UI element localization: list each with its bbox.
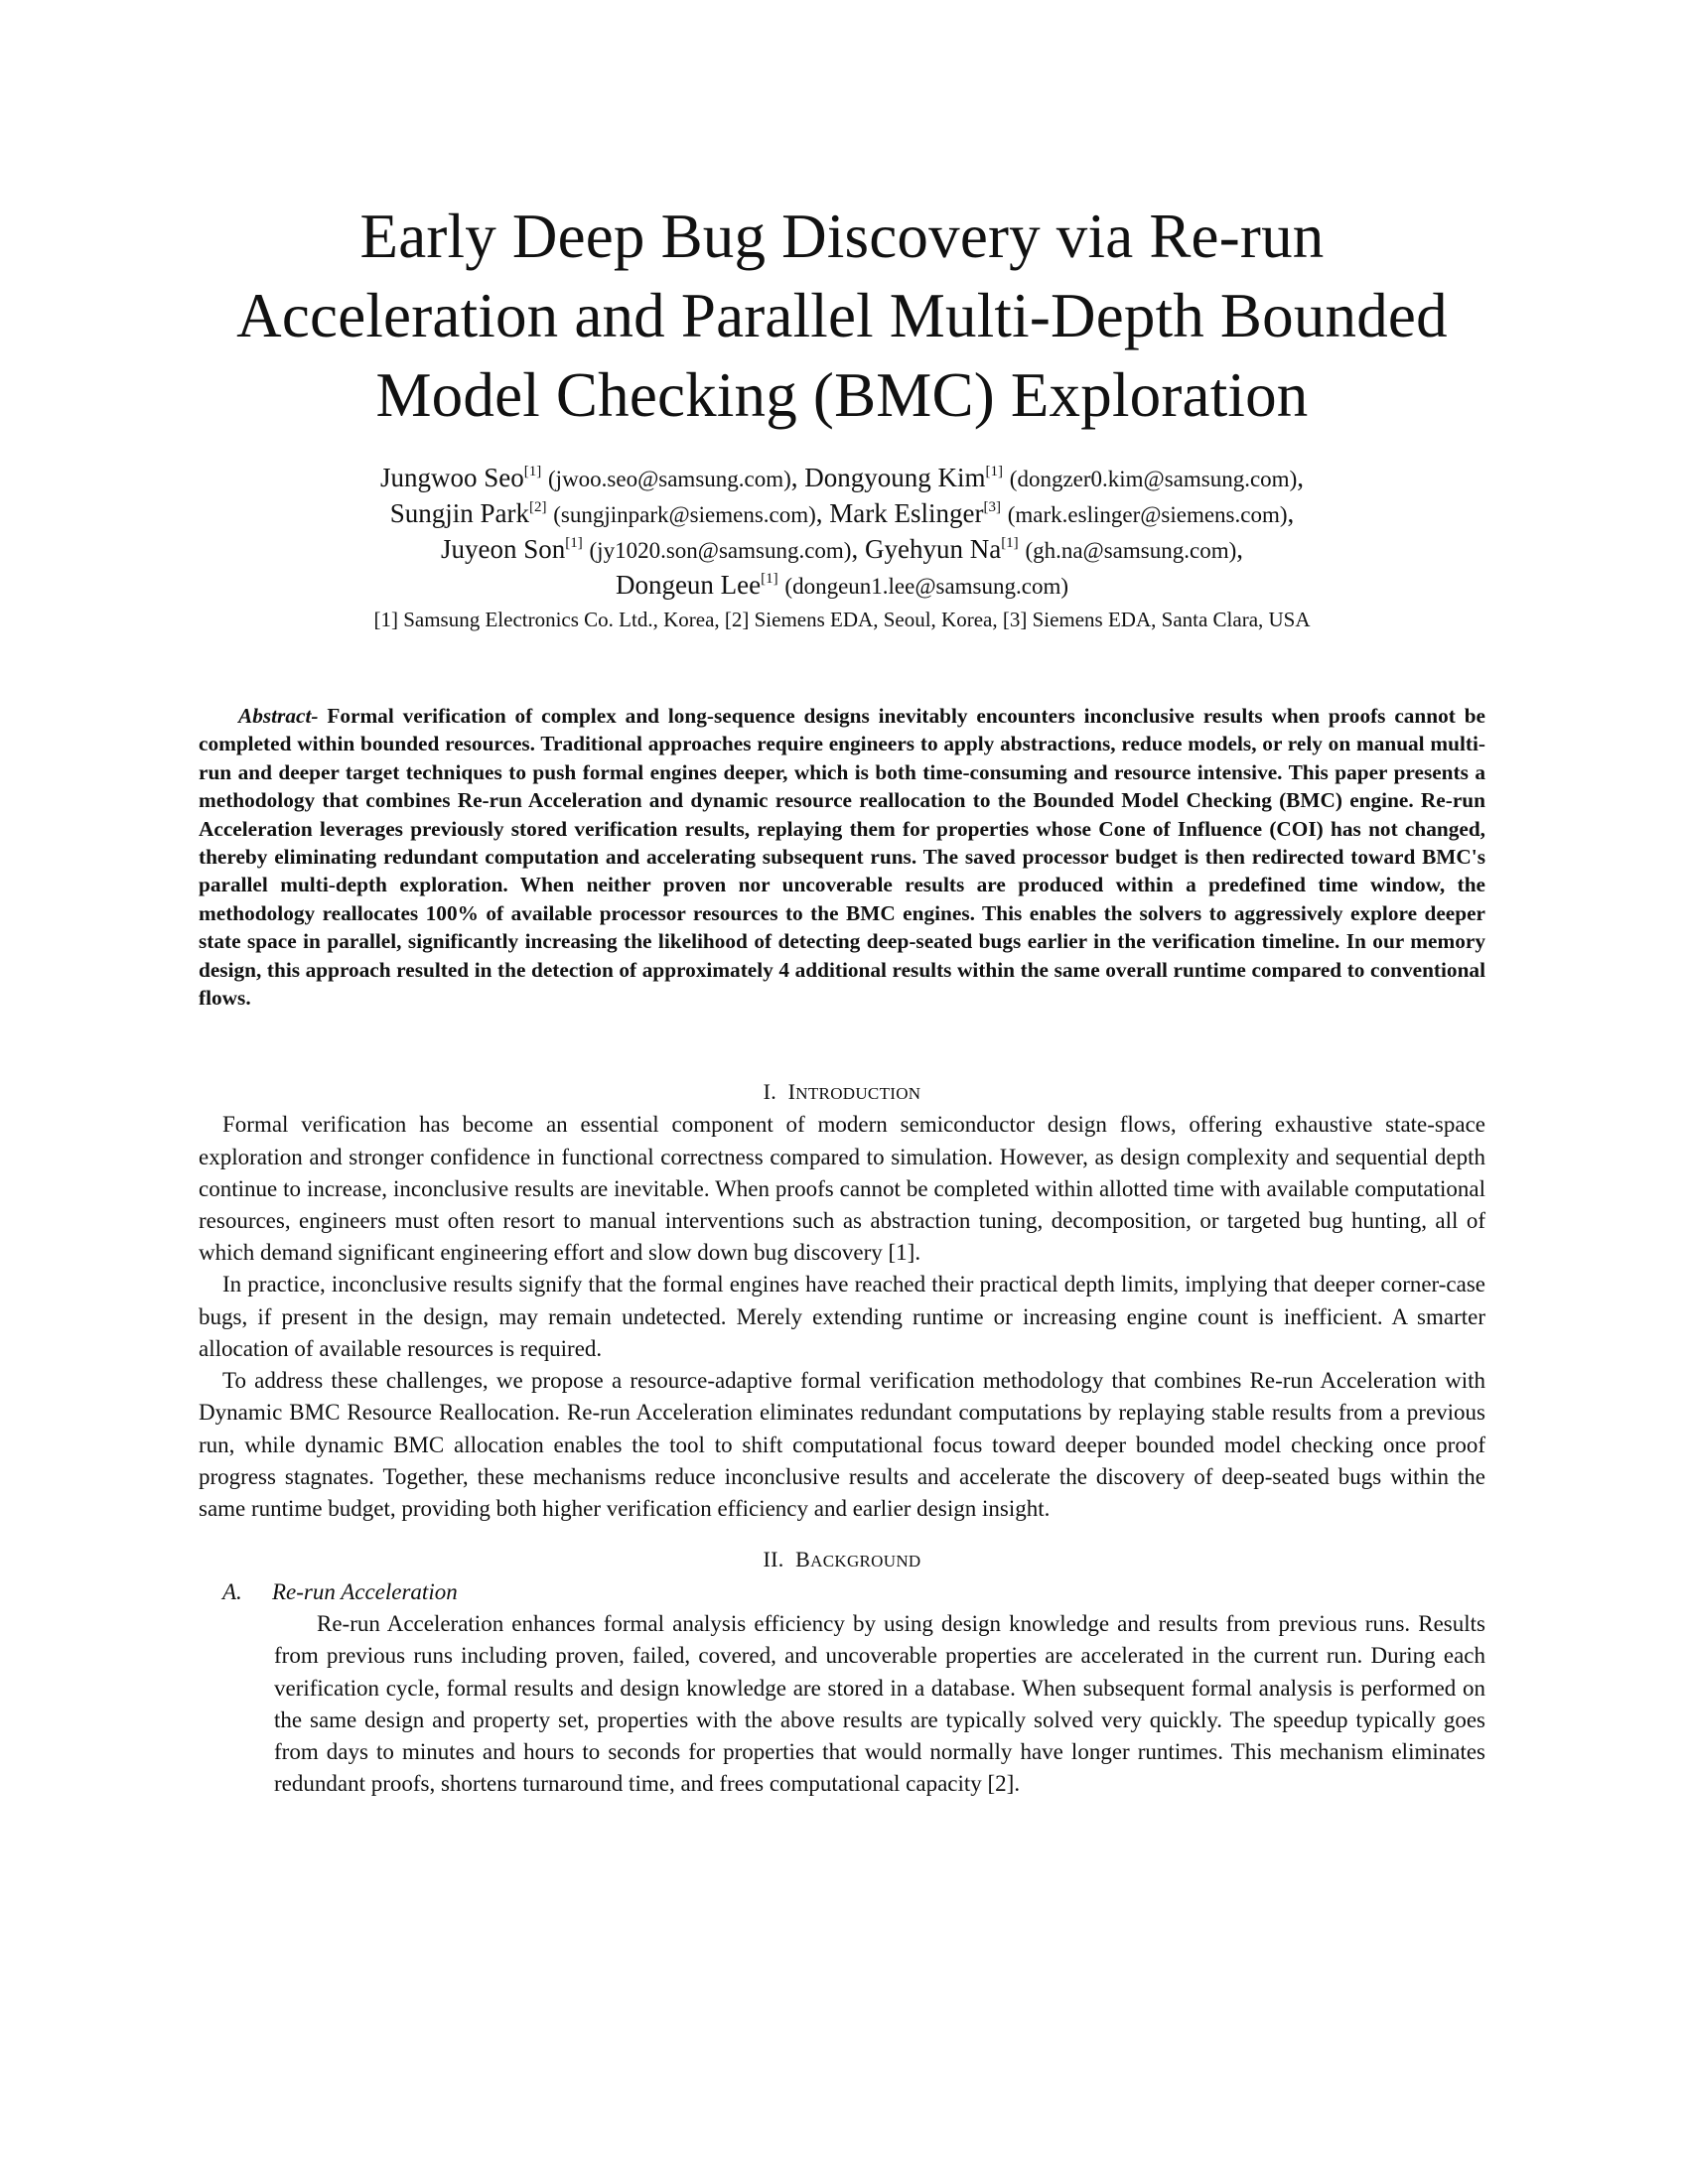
section-heading-introduction <box>199 1077 1485 1109</box>
author-separator: , <box>851 534 859 564</box>
section-title-rest: NTRODUCTION <box>795 1084 921 1104</box>
author-line <box>199 532 1485 568</box>
author-affil-marker: [1] <box>761 571 778 587</box>
author-separator: , <box>815 498 823 528</box>
section-title-initial: B <box>795 1547 811 1572</box>
body-paragraph: To address these challenges, we propose a resource-adaptive formal verification methodology that combines Re-run Acceleration with Dynamic BMC Resource Reallocation. Re-run Acceleration eliminates redundant computations by replaying stable results from a previous run, while dynamic BMC allocation enables the tool to shift computational focus toward deeper bounded model checking once proof progress stagnates. Together, these mechanisms reduce inconclusive results and accelerate the discovery of deep-seated bugs within the same runtime budget, providing both higher verification efficiency and earlier design insight. <box>199 1368 1485 1521</box>
subsection-letter: A. <box>222 1579 242 1605</box>
author-line <box>199 461 1485 496</box>
section-numeral: I. <box>763 1079 777 1105</box>
author-name: Mark Eslinger <box>829 498 984 528</box>
section-title-initial: I <box>787 1079 796 1105</box>
author-separator: , <box>1236 534 1243 564</box>
author-name: Dongeun Lee <box>615 570 762 600</box>
author-line <box>199 496 1485 532</box>
section-numeral: II. <box>763 1547 784 1572</box>
author-separator: , <box>1287 498 1295 528</box>
author-affil-marker: [1] <box>985 464 1004 479</box>
author-name: Juyeon Son <box>441 534 566 564</box>
author-email: (sungjinpark@siemens.com) <box>553 502 816 527</box>
subsection-title: Re-run Acceleration <box>272 1579 458 1605</box>
paper-title <box>199 197 1485 435</box>
title-line: Acceleration and Parallel Multi-Depth Bounded <box>236 281 1448 350</box>
author-name: Jungwoo Seo <box>380 463 524 492</box>
section-heading-background <box>199 1545 1485 1576</box>
body-paragraph: Formal verification has become an essential component of modern semiconductor design flows, offering exhaustive state-space exploration and stronger confidence in functional correctness compared to simulation. However, as design complexity and sequential depth continue to increase, inconclusive results are inevitable. When proofs cannot be completed within allotted time with available computational resources, engineers must often resort to manual interventions such as abstraction tuning, decomposition, or targeted bug hunting, all of which demand significant engineering effort and slow down bug discovery [1]. <box>199 1112 1485 1266</box>
author-name: Gyehyun Na <box>864 534 1002 564</box>
author-affil-marker: [3] <box>983 499 1001 515</box>
abstract-text: Formal verification of complex and long-sequence designs inevitably encounters inconclusive results when proofs cannot be completed within bounded resources. Traditional approaches require engineers to apply abstractions, reduce models, or rely on manual multi-run and deeper target techniques to push formal engines deeper, which is both time-consuming and resource intensive. This paper presents a methodology that combines Re-run Acceleration and dynamic resource reallocation to the Bounded Model Checking (BMC) engine. Re-run Acceleration leverages previously stored verification results, replaying them for properties whose Cone of Influence (COI) has not changed, thereby eliminating redundant computation and accelerating subsequent runs. The saved processor budget is then redirected toward BMC's parallel multi-depth exploration. When neither proven nor uncoverable results are produced within a predefined time window, the methodology reallocates 100% of available processor resources to the BMC engines. This enables the solvers to aggressively explore deeper state space in parallel, significantly increasing the likelihood of detecting deep-seated bugs earlier in the verification timeline. In our memory design, this approach resulted in the detection of approximately 4 additional results within the same overall runtime compared to conventional flows. <box>199 704 1486 1011</box>
author-email: (jy1020.son@samsung.com) <box>589 538 852 563</box>
author-affil-marker: [2] <box>528 499 547 515</box>
author-separator: , <box>790 463 798 492</box>
title-line: Model Checking (BMC) Exploration <box>375 360 1309 430</box>
author-email: (mark.eslinger@siemens.com) <box>1007 502 1288 527</box>
author-affil-marker: [1] <box>1001 535 1019 551</box>
section-title-rest: ACKGROUND <box>810 1552 921 1571</box>
paper-page <box>199 0 1485 1800</box>
author-email: (dongeun1.lee@samsung.com) <box>784 574 1069 599</box>
body-paragraph: In practice, inconclusive results signify that the formal engines have reached their practical depth limits, implying that deeper corner-case bugs, if present in the design, may remain undetected. Merely extending runtime or increasing engine count is inefficient. A smarter allocation of available resources is required. <box>199 1272 1485 1361</box>
title-line: Early Deep Bug Discovery via Re-run <box>359 202 1325 271</box>
abstract <box>199 702 1485 1012</box>
author-affil-marker: [1] <box>523 464 542 479</box>
abstract-label: Abstract- <box>238 704 319 728</box>
author-email: (gh.na@samsung.com) <box>1025 538 1237 563</box>
author-affil-marker: [1] <box>565 535 583 551</box>
author-block <box>199 461 1485 634</box>
author-email: (dongzer0.kim@samsung.com) <box>1009 467 1298 491</box>
author-line <box>199 568 1485 604</box>
body-paragraph: Re-run Acceleration enhances formal analysis efficiency by using design knowledge and results from previous runs. Results from previous runs including proven, failed, covered, and uncoverable properties are accelerated in the current run. During each verification cycle, formal results and design knowledge are stored in a database. When subsequent formal analysis is performed on the same design and property set, properties with the above results are typically solved very quickly. The speedup typically goes from days to minutes and hours to seconds for properties that would normally have longer runtimes. This mechanism eliminates redundant proofs, shortens turnaround time, and frees computational capacity [2]. <box>274 1611 1485 1797</box>
affiliations: [1] Samsung Electronics Co. Ltd., Korea, [2] Siemens EDA, Seoul, Korea, [3] Siemens EDA, Santa Clara, USA <box>373 608 1311 631</box>
subsection-heading <box>222 1576 1485 1608</box>
author-name: Sungjin Park <box>389 498 529 528</box>
author-separator: , <box>1297 463 1304 492</box>
author-name: Dongyoung Kim <box>804 463 986 492</box>
author-email: (jwoo.seo@samsung.com) <box>548 467 791 491</box>
